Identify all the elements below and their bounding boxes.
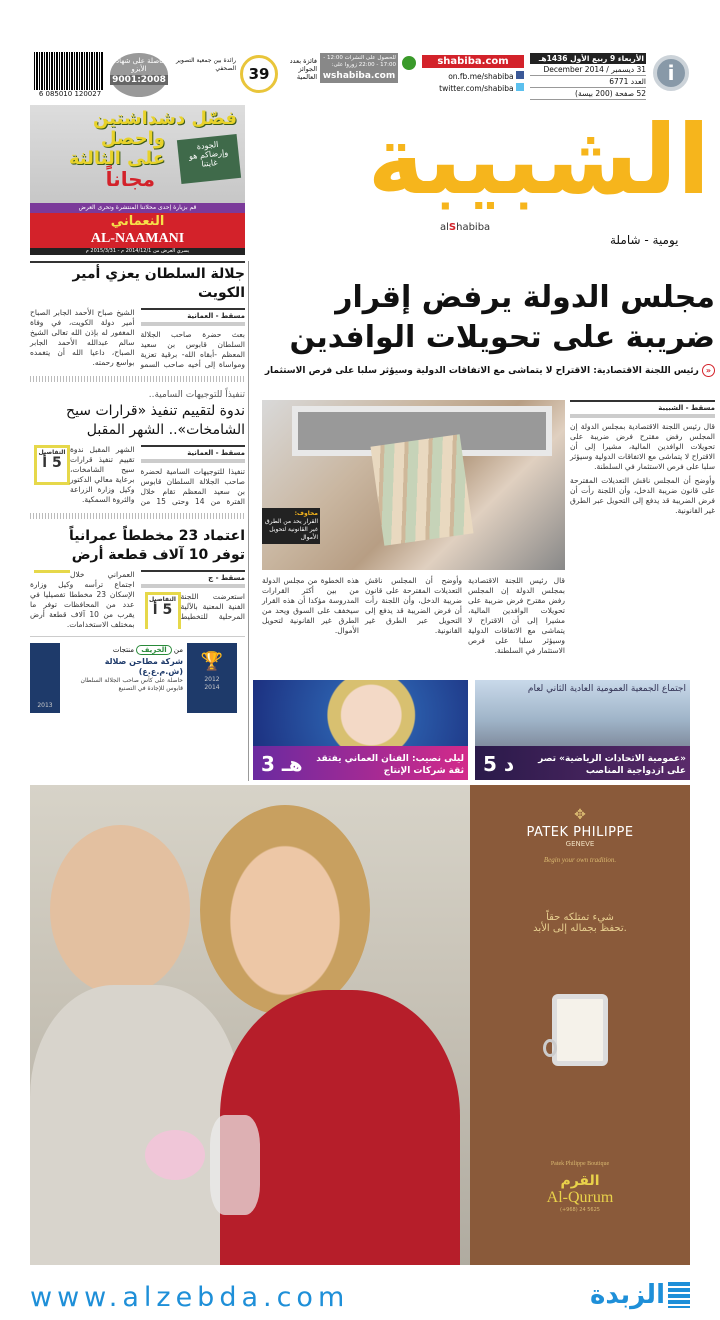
footer-logo: الزبدة <box>590 1280 690 1310</box>
awards-badge: 39 <box>240 55 278 93</box>
issue-number: العدد 6771 <box>530 76 646 88</box>
awards-text: فائزة بعدد الجوائز العالمية <box>289 57 317 81</box>
teaser-arts[interactable]: ليلى نصيب: الفنان العماني يفتقد ثقة شركات الإنتاج هـ 3 <box>253 680 468 780</box>
association-text: رائدة بين جمعية التصوير الصحفي <box>176 57 236 72</box>
main-subhead: « رئيس اللجنة الاقتصادية: الاقتراح لا يتماشى مع الاتفاقات الدولية وسيؤثر سلبا على فرص الاستثمار <box>255 364 715 377</box>
website-link[interactable]: shabiba.com <box>422 55 524 68</box>
info-icon: i <box>653 55 689 91</box>
story-sultan-body: مسقط - العمانية بعث حضرة صاحب الجلالة السلطان قابوس بن سعيد المعظم -أبقاه الله- برقية تعزية ومواساة إلى أخيه صاحب السمو الشيخ صباح الأحمد الجابر الصباح أمير دولة الكويت، في وفاة المغفور له بإذن الله تعالى الشيخ سالم عبدالله الأحمد الجابر الصباح، داعيا الله أن يتغمده بواسع رحمته. <box>30 308 245 369</box>
lines-icon <box>668 1282 690 1308</box>
image-caption: مخاوف: القرار يحد من الطرق غير القانونية لتحويل الأموال <box>262 508 320 544</box>
date-hijri: الأربعاء 9 ربيع الأول 1436هـ <box>530 53 646 64</box>
twitter-icon <box>516 83 524 91</box>
date-box <box>530 53 646 100</box>
top-ad[interactable]: فصّل دشداشتين واحصل على الثالثة مجاناً الجودة وإرضاكم هو غايتنا قم بزيارة إحدى محلاتنا المنتشرة وتحرى العرض النعماني AL-NAAMANI يسري العرض من 2014/12/1 م - 2015/3/31 م <box>30 105 245 255</box>
tagline: يومية - شاملة <box>610 233 679 247</box>
masthead-latin: alShabiba <box>440 222 491 233</box>
barcode-number: 6 085010 120027 <box>30 90 110 98</box>
twitter-link[interactable]: twitter.com/shabiba <box>422 83 524 93</box>
patek-ad-panel[interactable]: ✥ PATEK PHILIPPE GENEVE Begin your own tradition. شيء تمتلكه حقاً تحفظ بجماله إلى الأبد. Patek Philippe Boutique القرم Al-Qurum (+968) 24 5625 <box>470 785 690 1265</box>
date-gregorian: 31 ديسمبر / December 2014 <box>530 64 646 76</box>
left-ad[interactable]: 2013 من الخريف منتجات شركة مطاحن صلالة (ش.م.ع.ع) حاصلة على كأس صاحب الجلالة السلطان قابوس للإجادة في التصنيع 🏆 2012 2014 <box>30 643 237 713</box>
chevron-icon: « <box>702 364 715 377</box>
whatsapp-icon <box>400 54 418 72</box>
main-headline[interactable]: مجلس الدولة يرفض إقرار ضريبة على تحويلات الوافدين <box>289 280 715 355</box>
divider <box>30 513 245 519</box>
watch-image <box>552 994 608 1066</box>
whatsapp-box: للحصول على النشرات 12:00 - 17:00 - 22:00 زوروا على: wshabiba.com <box>320 53 398 83</box>
barcode <box>34 52 104 90</box>
story-sultan-headline[interactable]: جلالة السلطان يعزي أمير الكويت <box>72 266 245 301</box>
masthead-logo: الشبيبة <box>367 104 710 216</box>
story-plans-headline[interactable]: اعتماد 23 مخططاً عمرانياً توفر 10 آلاف قطعة أرض <box>69 528 245 563</box>
footer-url[interactable]: www.alzebda.com <box>30 1282 350 1313</box>
quality-badge: الجودة وإرضاكم هو غايتنا <box>177 134 241 184</box>
patek-logo-icon: ✥ <box>574 807 586 823</box>
facebook-icon <box>516 71 524 79</box>
divider <box>30 376 245 382</box>
patek-ad-photo[interactable] <box>30 785 470 1265</box>
story-symposium-body: مسقط - العمانية التفاصيل 5 أ تنفيذا للتوجيهات السامية لحضرة صاحب الجلالة السلطان قابوس بن سعيد المعظم تقام خلال الفترة من 14 وحتى 15 من الشهر المقبل ندوة تقييم تنفيذ قرارات سيح الشامخات، برعاية معالي الدكتور وكيل وزارة الزراعة والثروة السمكية. <box>30 445 245 507</box>
trophy-icon: 🏆 <box>200 651 224 672</box>
pages-price: 52 صفحة (200 بيسة) <box>530 88 646 100</box>
teaser-sports[interactable]: اجتماع الجمعية العمومية العادية الثاني لعام «عمومية الاتحادات الرياضية» تصر على ازدواجية المناصب د 5 <box>475 680 690 780</box>
details-box[interactable]: التفاصيل 5 أ <box>34 445 70 485</box>
main-story-image <box>262 400 565 570</box>
facebook-link[interactable]: on.fb.me/shabiba <box>422 71 524 81</box>
story-symposium-headline[interactable]: ندوة لتقييم تنفيذ «قرارات سيح الشامخات».. الشهر المقبل <box>66 403 245 438</box>
story-plans-body: مسقط - ج التفاصيل 5 أ استعرضت اللجنة الفنية المعنية بالآلية المرحلية للتخطيط العمراني خلال اجتماع ترأسه وكيل وزارة الإسكان 23 مخططا تفصيليا في عدد من المحافظات توفر ما يقرب من 10 آلاف قطعة أرض بمختلف الاستخدامات. <box>30 570 245 629</box>
left-column: جلالة السلطان يعزي أمير الكويت مسقط - العمانية بعث حضرة صاحب الجلالة السلطان قابوس بن سعيد المعظم -أبقاه الله- برقية تعزية ومواساة إلى أخيه صاحب السمو الشيخ صباح الأحمد الجابر الصباح أمير دولة الكويت، في وفاة المغفور له بإذن الله تعالى الشيخ سالم عبدالله الأحمد الجابر الصباح، داعيا الله أن يتغمده بواسع رحمته. تنفيذاً للتوجيهات السامية.. ندوة لتقييم تنفيذ «قرارات سيح الشامخات».. الشهر المقبل مسقط - العمانية التفاصيل 5 أ تنفيذا للتوجيهات السامية لحضرة صاحب الجلالة السلطان قابوس بن سعيد المعظم تقام خلال الفترة من 14 وحتى 15 من الشهر المقبل ندوة تقييم تنفيذ قرارات سيح الشامخات، برعاية معالي الدكتور وكيل وزارة الزراعة والثروة السمكية. اعتماد 23 مخططاً عمرانياً توفر 10 آلاف قطعة أرض مسقط - ج التفاصيل 5 أ استعرضت اللجنة الفنية المعنية بالآلية المرحلية للتخطيط العمراني خلال اجتماع ترأسه وكيل وزارة الإسكان 23 مخططا تفصيليا في عدد من المحافظات توفر ما يقرب من 10 آلاف قطعة أرض بمختلف الاستخدامات. 2013 من الخريف منتجات شركة مطاحن صلالة (ش.م.ع.ع) حاصلة على كأس صاحب الجلالة السلطان قابوس للإجادة في التصنيع 🏆 2012 2014 <box>30 265 245 713</box>
iso-badge: حاصلة على شهادة الأيزو 9001:2008 <box>110 53 168 97</box>
details-box[interactable]: التفاصيل 5 أ <box>34 570 181 629</box>
